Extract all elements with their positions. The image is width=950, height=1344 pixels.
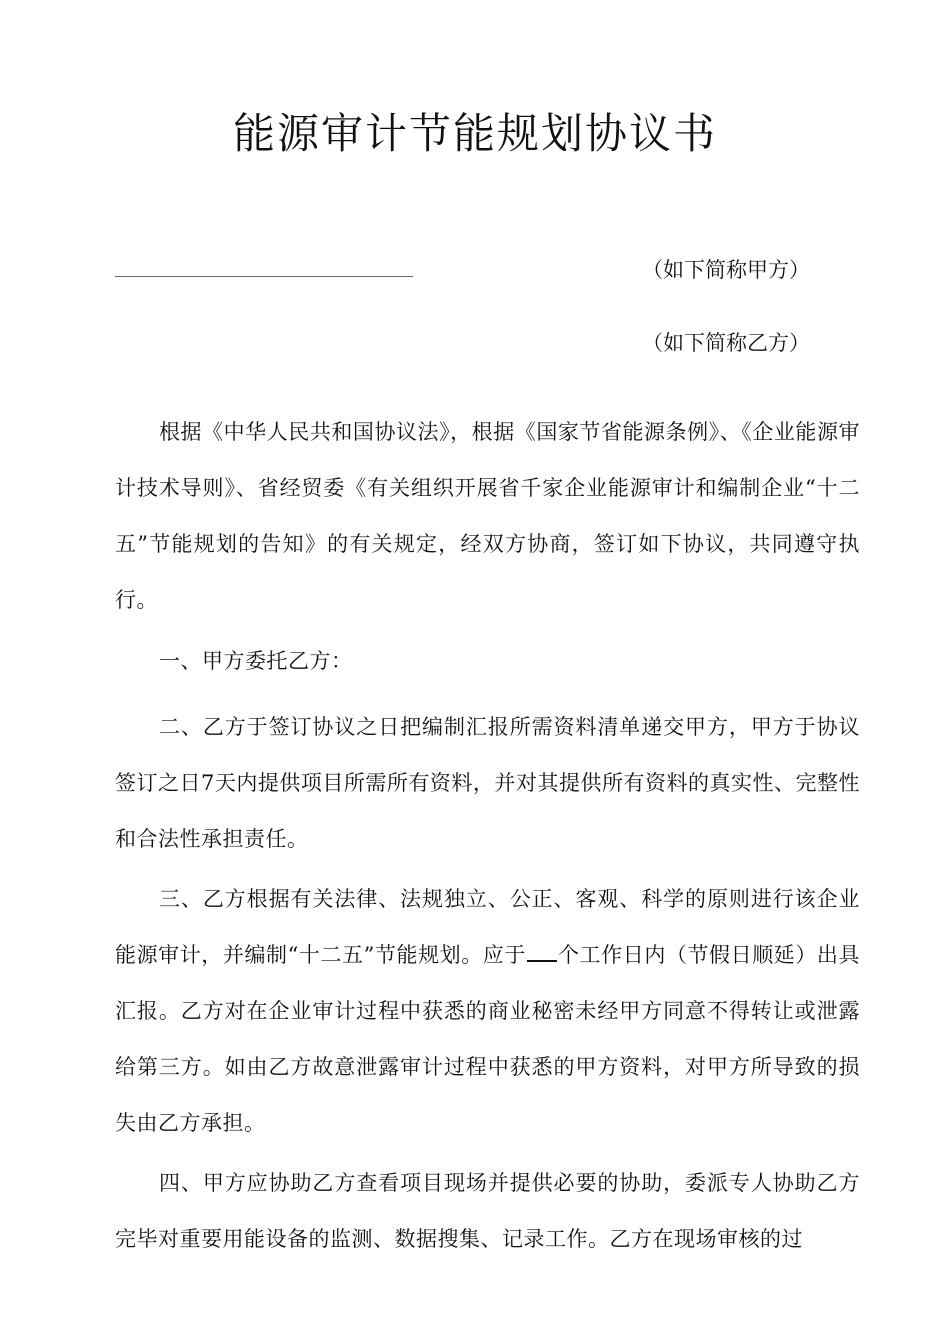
party-a-note: （如下简称甲方） xyxy=(642,258,810,282)
party-b-note: （如下简称乙方） xyxy=(642,331,810,355)
intro-paragraph: 根据《中华人民共和国协议法》，根据《国家节省能源条例》、《企业能源审计技术导则》、省经贸委《有关组织开展省千家企业能源审计和编制企业“十二五”节能规划的告知》的有关规定，经双方协商，签订如下协议，共同遵守执行。 xyxy=(115,420,860,612)
clause-3 xyxy=(115,871,860,1151)
days-blank xyxy=(527,942,557,962)
clause-3-text-end: 个工作日内（节假日顺延）出具汇报。乙方对在企业审计过程中获悉的商业秘密未经甲方同意不得转让或泄露给第三方。如由乙方故意泄露审计过程中获悉的甲方资料，对甲方所导致的损失由乙方承担。 xyxy=(115,943,860,1135)
clause-2: 二、乙方于签订协议之日把编制汇报所需资料清单递交甲方，甲方于协议签订之日7天内提供项目所需所有资料，并对其提供所有资料的真实性、完整性和合法性承担责任。 xyxy=(115,715,860,851)
party-a-name-blank xyxy=(115,276,413,277)
clause-4: 四、甲方应协助乙方查看项目现场并提供必要的协助，委派专人协助乙方完毕对重要用能设备的监测、数据搜集、记录工作。乙方在现场审核的过 xyxy=(115,1171,860,1251)
clause-3-text-start: 三、乙方根据有关法律、法规独立、公正、客观、科学的原则进行该企业能源审计，并编制“十二五”节能规划。应于 xyxy=(115,887,860,967)
clause-1: 一、甲方委托乙方： xyxy=(159,649,353,673)
document-title: 能源审计节能规划协议书 xyxy=(232,109,717,158)
